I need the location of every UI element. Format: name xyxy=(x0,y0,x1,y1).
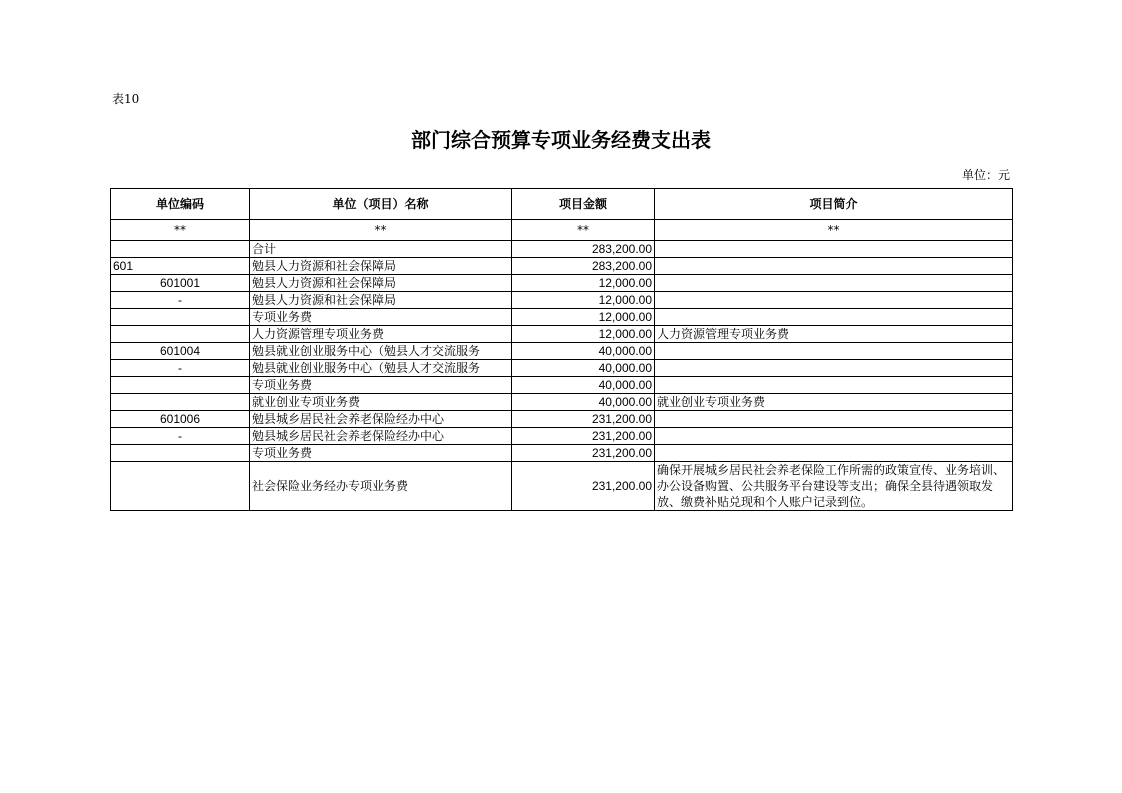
table-row xyxy=(111,309,1013,326)
row-code xyxy=(111,394,250,411)
row-intro xyxy=(655,258,1013,275)
row-name: 专项业务费 xyxy=(250,309,512,326)
row-name: 专项业务费 xyxy=(250,445,512,462)
row-amount: 231,200.00 xyxy=(512,428,655,445)
row-amount: 12,000.00 xyxy=(512,292,655,309)
row-code xyxy=(111,241,250,258)
row-name: 勉县人力资源和社会保障局 xyxy=(250,292,512,309)
row-intro xyxy=(655,343,1013,360)
row-intro xyxy=(655,428,1013,445)
header-code: 单位编码 xyxy=(111,189,250,220)
row-name: 专项业务费 xyxy=(250,377,512,394)
stars-intro: ** xyxy=(655,220,1013,241)
row-code: 601006 xyxy=(111,411,250,428)
row-name: 勉县城乡居民社会养老保险经办中心 xyxy=(250,428,512,445)
unit-label: 单位：元 xyxy=(961,168,1010,182)
row-amount: 40,000.00 xyxy=(512,343,655,360)
row-intro xyxy=(655,445,1013,462)
table-row xyxy=(111,394,1013,411)
table-number: 表10 xyxy=(112,92,140,106)
row-amount: 40,000.00 xyxy=(512,360,655,377)
row-amount: 231,200.00 xyxy=(512,445,655,462)
table-row xyxy=(111,411,1013,428)
row-name: 就业创业专项业务费 xyxy=(250,394,512,411)
row-code: 601001 xyxy=(111,275,250,292)
table-row xyxy=(111,428,1013,445)
row-amount: 283,200.00 xyxy=(512,258,655,275)
row-intro xyxy=(655,292,1013,309)
row-code xyxy=(111,445,250,462)
row-amount: 40,000.00 xyxy=(512,377,655,394)
row-amount: 12,000.00 xyxy=(512,275,655,292)
row-intro xyxy=(655,411,1013,428)
row-code: 601004 xyxy=(111,343,250,360)
row-intro xyxy=(655,360,1013,377)
header-name: 单位（项目）名称 xyxy=(250,189,512,220)
row-intro: 人力资源管理专项业务费 xyxy=(655,326,1013,343)
row-amount: 231,200.00 xyxy=(512,462,655,511)
row-code xyxy=(111,377,250,394)
table-row xyxy=(111,241,1013,258)
row-code xyxy=(111,309,250,326)
table-row xyxy=(111,258,1013,275)
table-row xyxy=(111,275,1013,292)
row-amount: 12,000.00 xyxy=(512,326,655,343)
table-row xyxy=(111,326,1013,343)
row-amount: 12,000.00 xyxy=(512,309,655,326)
row-code xyxy=(111,326,250,343)
table-row xyxy=(111,292,1013,309)
row-code: - xyxy=(111,428,250,445)
table-row xyxy=(111,462,1013,511)
header-row xyxy=(111,189,1013,220)
row-name: 人力资源管理专项业务费 xyxy=(250,326,512,343)
table-row xyxy=(111,445,1013,462)
row-intro xyxy=(655,241,1013,258)
row-code: - xyxy=(111,292,250,309)
row-code xyxy=(111,462,250,511)
row-amount: 283,200.00 xyxy=(512,241,655,258)
header-intro: 项目简介 xyxy=(655,189,1013,220)
row-intro: 确保开展城乡居民社会养老保险工作所需的政策宣传、业务培训、办公设备购置、公共服务平台建设等支出；确保全县待遇领取发放、缴费补贴兑现和个人账户记录到位。 xyxy=(655,462,1013,511)
row-intro xyxy=(655,309,1013,326)
row-name: 勉县就业创业服务中心（勉县人才交流服务 xyxy=(250,343,512,360)
row-name: 勉县城乡居民社会养老保险经办中心 xyxy=(250,411,512,428)
row-intro xyxy=(655,377,1013,394)
row-name: 社会保险业务经办专项业务费 xyxy=(250,462,512,511)
row-code: 601 xyxy=(111,258,250,275)
header-amount: 项目金额 xyxy=(512,189,655,220)
row-code: - xyxy=(111,360,250,377)
table-row xyxy=(111,343,1013,360)
table-row xyxy=(111,377,1013,394)
row-name: 勉县人力资源和社会保障局 xyxy=(250,275,512,292)
stars-amount: ** xyxy=(512,220,655,241)
page-title: 部门综合预算专项业务经费支出表 xyxy=(411,128,711,152)
budget-table xyxy=(110,188,1013,511)
stars-name: ** xyxy=(250,220,512,241)
row-intro xyxy=(655,275,1013,292)
row-intro: 就业创业专项业务费 xyxy=(655,394,1013,411)
row-name: 勉县人力资源和社会保障局 xyxy=(250,258,512,275)
row-name: 合计 xyxy=(250,241,512,258)
row-name: 勉县就业创业服务中心（勉县人才交流服务 xyxy=(250,360,512,377)
stars-code: ** xyxy=(111,220,250,241)
row-amount: 231,200.00 xyxy=(512,411,655,428)
row-amount: 40,000.00 xyxy=(512,394,655,411)
table-row xyxy=(111,360,1013,377)
stars-row xyxy=(111,220,1013,241)
